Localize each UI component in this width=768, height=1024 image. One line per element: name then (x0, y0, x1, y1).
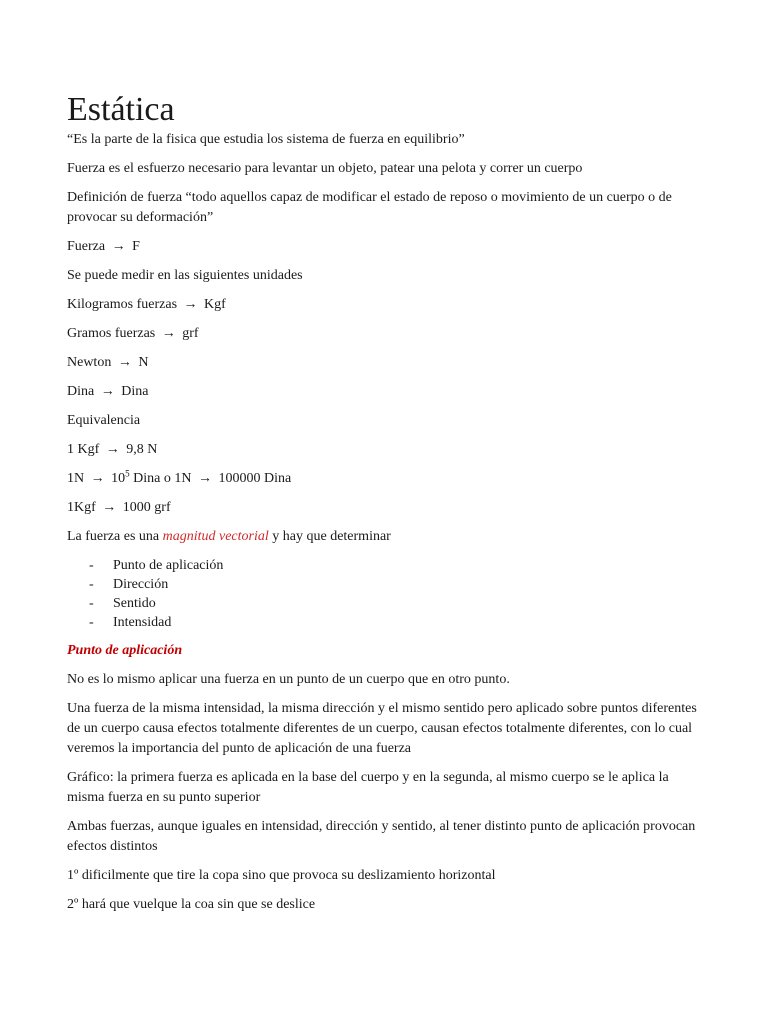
line-text: y hay que determinar (268, 529, 391, 544)
line-text: La fuerza es una (67, 529, 163, 544)
right-arrow-icon: → (117, 355, 132, 370)
list-item-label: Intensidad (113, 615, 172, 630)
page-title: Estática (67, 91, 175, 128)
line-text: Dina (121, 384, 149, 399)
line-text: 100000 Dina (218, 471, 292, 486)
line-text: Gramos fuerzas (67, 326, 156, 341)
line-eq1 (67, 440, 707, 460)
paragraph-s5: 1º dificilmente que tire la copa sino que provoca su deslizamiento horizontal (67, 868, 496, 883)
right-arrow-icon: → (100, 384, 115, 399)
right-arrow-icon: → (183, 297, 198, 312)
line-text: 10 (111, 471, 126, 486)
vector-properties-list (67, 556, 707, 632)
line-text: 1 Kgf (67, 442, 100, 457)
right-arrow-icon: → (105, 442, 120, 457)
line-fuerza (67, 237, 707, 257)
paragraph-s1: No es lo mismo aplicar una fuerza en un punto de un cuerpo que en otro punto. (67, 672, 510, 687)
section-heading: Punto de aplicación (67, 643, 183, 658)
equivalencia-label: Equivalencia (67, 413, 141, 428)
units-intro: Se puede medir en las siguientes unidades (67, 268, 303, 283)
paragraph-definicion: Definición de fuerza “todo aquellos capaz de modificar el estado de reposo o movimiento de un cuerpo o de provocar su deformación” (67, 190, 672, 225)
line-text: Newton (67, 355, 112, 370)
line-text: grf (182, 326, 199, 341)
line-kgf (67, 295, 707, 315)
dash-bullet: - (89, 558, 94, 573)
right-arrow-icon: → (161, 326, 176, 341)
list-item (67, 575, 707, 594)
document-body (67, 90, 707, 924)
vector-term: magnitud vectorial (162, 529, 269, 544)
line-text: 1N (67, 471, 85, 486)
dash-bullet: - (89, 596, 94, 611)
line-text: Kilogramos fuerzas (67, 297, 178, 312)
line-text: Kgf (204, 297, 226, 312)
paragraph-s3: Gráfico: la primera fuerza es aplicada en la base del cuerpo y en la segunda, al mismo cuerpo se le aplica la misma fuerza en su punto superior (67, 770, 669, 805)
right-arrow-icon: → (197, 471, 212, 486)
line-text: N (138, 355, 149, 370)
paragraph-s4: Ambas fuerzas, aunque iguales en intensidad, dirección y sentido, al tener distinto punto de aplicación provocan efectos distintos (67, 819, 696, 854)
line-grf (67, 324, 707, 344)
definition-quote: “Es la parte de la fisica que estudia los sistema de fuerza en equilibrio” (67, 132, 465, 147)
exponent: 5 (125, 468, 130, 479)
line-eq2 (67, 469, 707, 489)
line-text: 9,8 N (126, 442, 158, 457)
line-text: Dina o 1N (129, 471, 192, 486)
list-item (67, 594, 707, 613)
line-dina (67, 382, 707, 402)
paragraph-fuerza: Fuerza es el esfuerzo necesario para levantar un objeto, patear una pelota y correr un cuerpo (67, 161, 583, 176)
line-text: 1Kgf (67, 500, 96, 515)
list-item (67, 556, 707, 575)
paragraph-s2: Una fuerza de la misma intensidad, la misma dirección y el mismo sentido pero aplicado sobre puntos diferentes de un cuerpo causa efectos totalmente diferentes de un cuerpo, causan efectos totalmente diferentes, con lo cual veremos la importancia del punto de aplicación de una fuerza (67, 701, 697, 756)
vector-sentence (67, 527, 707, 547)
dash-bullet: - (89, 577, 94, 592)
line-text: Fuerza (67, 239, 106, 254)
list-item-label: Dirección (113, 577, 169, 592)
paragraph-s6: 2º hará que vuelque la coa sin que se deslice (67, 897, 316, 912)
line-newton (67, 353, 707, 373)
line-text: Dina (67, 384, 95, 399)
list-item-label: Sentido (113, 596, 156, 611)
right-arrow-icon: → (111, 239, 126, 254)
right-arrow-icon: → (102, 500, 117, 515)
line-eq3 (67, 498, 707, 518)
line-text: 1000 grf (122, 500, 171, 515)
list-item (67, 613, 707, 632)
list-item-label: Punto de aplicación (113, 558, 224, 573)
right-arrow-icon: → (90, 471, 105, 486)
dash-bullet: - (89, 615, 94, 630)
line-text: F (132, 239, 140, 254)
